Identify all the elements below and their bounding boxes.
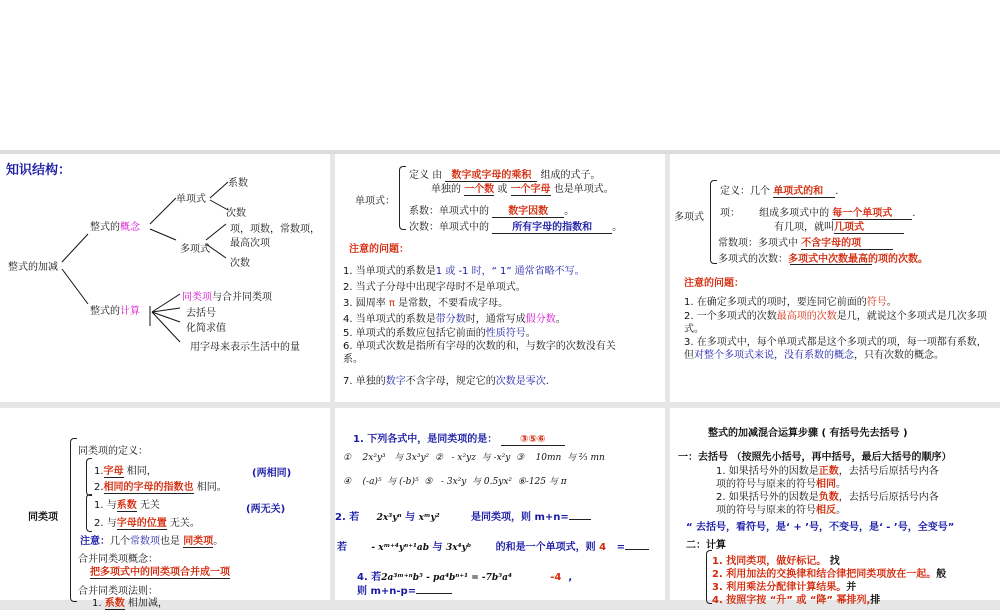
k2-text: 2. 利用加法的交换律和结合律把同类项放在一起。	[712, 569, 937, 580]
deg-tail: 。	[612, 222, 623, 233]
n3-pre: 3. 圆周率	[343, 298, 386, 309]
m3-tail: ，只有次数的概念。	[854, 350, 944, 361]
poly-def-tail: .	[835, 186, 839, 197]
calc-step-4	[712, 591, 880, 606]
q2-with: 与	[405, 512, 416, 523]
n5-tail: 。	[525, 328, 536, 339]
n3-tail: 是常数，不要看成字母。	[398, 298, 509, 309]
poly-term-answer: 每一个单项式	[832, 204, 912, 220]
cond-2	[94, 478, 227, 494]
n7-tail: .	[545, 376, 549, 387]
k3-text: 3. 利用乘法分配律计算结果。	[712, 582, 847, 593]
notice-heading: 注意的问题：	[349, 244, 409, 255]
q3-with: 与	[432, 542, 443, 553]
q4-pre: 4. 若	[357, 572, 382, 583]
rule2-line2	[716, 501, 846, 516]
panel-exercises	[335, 408, 665, 600]
deg-answer	[492, 218, 612, 234]
tree-calc	[90, 302, 140, 317]
poly-deg-underline	[790, 264, 872, 265]
note-7	[343, 372, 549, 387]
poly-deg-answer: 多项式中次数最高的项的次数。	[788, 254, 928, 265]
n7-pre: 7. 单独的	[343, 376, 386, 387]
merge-answer	[90, 563, 230, 579]
note-pre: 几个	[110, 536, 130, 547]
poly-const-pre: 常数项：多项式中	[718, 238, 798, 249]
merge-answer-text: 把多项式中的同类项合并成一项	[90, 563, 230, 579]
k4-text: 4. 按照字按 “升” 或 “降” 幂排列,	[712, 595, 871, 606]
note-6: 6. 单项式次数是指所有字母的次数的和，与数字的次数没有关系。	[343, 341, 616, 365]
q4-line2	[357, 582, 452, 597]
poly-count	[774, 218, 904, 234]
like-rest: 与合并同类项	[212, 292, 272, 303]
poly-term-pre: 项：	[720, 208, 740, 219]
q1-items-row2: ④ (-a)⁵ 与 (-b)⁵ ⑤ - 3x²y 与 0.5yx² ⑥-125 与 π	[343, 477, 567, 487]
two-same: (两相同)	[252, 468, 292, 479]
deg-pre: 次数：单项式中的	[409, 222, 489, 233]
rule2-tail2: 。	[836, 505, 846, 516]
note-label: 注意：	[80, 536, 110, 547]
tree-polynomial: 多项式	[180, 244, 210, 255]
n5-pre: 5. 单项式的系数应包括它前面的	[343, 328, 486, 339]
q3-mid: 的和是一个单项式，则	[495, 542, 596, 553]
like-note	[80, 532, 223, 548]
like-highlight: 同类项	[182, 292, 212, 303]
poly-label: 多项式	[674, 212, 704, 223]
q4-answer: -4	[550, 572, 562, 583]
tree-brackets: 去括号	[186, 308, 216, 319]
note-answer: 同类项	[183, 532, 213, 548]
poly-def	[720, 182, 838, 198]
note-4	[343, 310, 566, 325]
poly-def-pre: 定义：几个	[720, 186, 770, 197]
n4-hl2: 假分数	[525, 314, 556, 325]
u2-answer: 字母的位置	[117, 514, 167, 530]
u1-tail: 无关	[139, 500, 160, 511]
poly-const-answer: 不含字母的项	[801, 234, 893, 250]
tree-root: 整式的加减	[8, 262, 58, 273]
merge-def: 合并同类项概念：	[78, 554, 158, 565]
rule2-hl2: 相反	[816, 505, 836, 516]
m2-tail: 是几，就说这个多项式是几次多项式。	[684, 311, 987, 335]
u1-pre: 1. 与	[94, 500, 117, 511]
tree-like-terms	[182, 288, 272, 303]
step-1: 一：去括号 （按照先小括号，再中括号，最后大括号的顺序）	[678, 452, 952, 463]
q3-blank	[625, 549, 649, 550]
poly-degree	[718, 250, 928, 265]
panel-like-terms	[0, 408, 330, 609]
rule1-tail2: 。	[836, 479, 846, 490]
note-3	[343, 294, 508, 309]
n4-tail: 。	[555, 314, 566, 325]
none-brace	[86, 494, 92, 532]
tree-lines	[0, 154, 330, 402]
panel-polynomial	[670, 154, 1000, 402]
cond-1	[94, 462, 157, 478]
poly-note-1	[684, 296, 994, 309]
rule1-tail: ，去括号后原括号内各	[838, 466, 939, 477]
m1-tail: 。	[886, 297, 897, 308]
tree-represent: 用字母来表示生活中的量	[190, 342, 300, 353]
c2-pre: 2.	[94, 482, 104, 493]
item-8: ⑥-125 与	[517, 477, 558, 487]
panel-mixed-operations	[670, 408, 1000, 606]
deg-line	[409, 218, 622, 234]
n1-pre: 1. 当单项式的系数是	[343, 266, 436, 277]
ops-title: 整式的加减混合运算步骤 ( 有括号先去括号 )	[708, 428, 908, 439]
q1-items-row1: ① 2x²y³ 与 3x³y² ② - x²yz 与 -x²y ③ 10mn 与 ⅔ mn	[343, 453, 605, 463]
n5-hl: 性质符号	[485, 328, 526, 339]
tree-degree: 次数	[226, 208, 246, 219]
tree-coef: 系数	[228, 178, 248, 189]
m3-hl: 对整个多项式来说，没有系数的概念	[694, 350, 854, 361]
panel-knowledge-structure	[0, 154, 330, 402]
m3-pre: 3. 在多项式中，每个单项式都是这个多项式的项，每一项都有系数，但	[684, 337, 987, 361]
concept-highlight: 概念	[120, 222, 140, 233]
c1-tail: 相同，	[126, 466, 157, 477]
two-none: (两无关)	[246, 504, 286, 515]
u2-pre: 2. 与	[94, 518, 117, 529]
poly-note-2	[684, 310, 996, 336]
n7-hl1: 数字	[385, 376, 406, 387]
rule1-hl: 正数	[818, 466, 839, 477]
poly-notice: 注意的问题：	[684, 278, 744, 289]
unrel-2	[94, 514, 200, 530]
calc-highlight: 计算	[120, 306, 140, 317]
q3-pre: 若	[337, 542, 347, 553]
n1-hl: 1 或 -1 时，“ 1” 通常省略不写。	[435, 266, 585, 277]
m2-pre: 2. 一个多项式的次数	[684, 311, 777, 322]
rule-1	[92, 594, 168, 610]
n4-pre: 4. 当单项式的系数是	[343, 314, 436, 325]
poly-const	[718, 234, 893, 250]
same-brace	[86, 458, 92, 496]
q4: 4. 若2a³ᵐ⁺ⁿb⁵ - pa⁴bⁿ⁺¹ = -7b⁵a⁴ -4 ,	[357, 572, 573, 583]
note-2: 2. 当式子分母中出现字母时不是单项式。	[343, 282, 526, 293]
u2-tail: 无关。	[169, 518, 200, 529]
tree-simplify: 化简求值	[186, 323, 226, 334]
q4-tail: 则 m+n-p=	[357, 586, 417, 597]
q1-answer: ③⑤⑥	[520, 434, 546, 445]
unrel-1	[94, 496, 160, 512]
c2-answer: 相同的字母的指数也	[104, 478, 194, 494]
note-hl: 常数项	[130, 536, 160, 547]
monomial-label: 单项式：	[355, 196, 395, 207]
rule2-tail: ，去括号后原括号内各	[838, 492, 939, 503]
rule1-hl2: 相同	[816, 479, 836, 490]
merge-rule: 合并同类项法则：	[78, 586, 158, 597]
monomial-brace	[399, 166, 406, 230]
r1-pre: 1.	[92, 598, 102, 609]
single-pre: 单独的	[431, 184, 461, 195]
rule2-hl: 负数	[818, 492, 839, 503]
rule1-pre2: 项的符号与原来的符号	[716, 479, 816, 490]
def-label: 定义 由	[409, 170, 443, 181]
q3-answer: 4	[599, 542, 607, 553]
note-mid: 也是	[160, 536, 180, 547]
rule2-pre2: 项的符号与原来的符号	[716, 505, 816, 516]
q4-blank	[416, 593, 452, 594]
q1-text: 1. 下列各式中，是同类项的是：	[353, 434, 498, 445]
r1-answer: 系数	[105, 594, 125, 610]
poly-count-pre: 有几项，就叫	[774, 222, 834, 233]
step-2: 二：计算	[686, 540, 726, 551]
r1-tail: 相加减，	[127, 598, 168, 609]
poly-def-answer: 单项式的和	[773, 182, 835, 198]
like-def: 同类项的定义：	[78, 446, 148, 457]
coef-line	[409, 202, 574, 218]
tree-poly-degree: 次数	[230, 258, 250, 269]
slogan: “ 去括号，看符号，是‘ + ’号，不变号，是‘ - ’号，全变号”	[686, 522, 955, 533]
single-tail: 也是单项式。	[553, 184, 614, 195]
deg-answer-text: 所有字母的指数和	[512, 222, 593, 233]
concept-prefix: 整式的	[90, 222, 120, 233]
rule1-pre: 1. 如果括号外的因数是	[716, 466, 819, 477]
single-ans1: 一个数	[464, 180, 494, 196]
coef-answer: 数字因数	[492, 202, 564, 218]
k1-trail: 找	[829, 556, 840, 567]
q1-blank	[501, 434, 565, 446]
poly-term-mid: 组成多项式中的	[759, 208, 830, 219]
single-or: 或	[497, 184, 508, 195]
poly-brace	[710, 180, 717, 264]
rule2-pre: 2. 如果括号外的因数是	[716, 492, 819, 503]
coef-tail: 。	[564, 206, 575, 217]
q2: 2. 若 2x³yⁿ 与 xᵐy² 是同类项，则 m+n=	[335, 508, 591, 523]
q3: 若 - xᵐ⁺⁴yⁿ⁺¹ab 与 3x⁴yᵇ 的和是一个单项式，则 4 =	[337, 538, 649, 553]
n4-mid: 时，通常写成	[465, 314, 526, 325]
single-ans2: 一个字母	[511, 180, 551, 196]
n7-mid: 不含字母，规定它的	[405, 376, 496, 387]
tree-concept	[90, 218, 140, 233]
q3-eq: =	[616, 542, 625, 553]
single-line	[431, 180, 614, 196]
tree-poly-items: 项，项数，常数项，	[230, 224, 320, 235]
m1-pre: 1. 在确定多项式的项时，要连同它前面的	[684, 297, 867, 308]
panel-monomial	[335, 154, 665, 402]
top-blank-area	[0, 0, 1000, 150]
q2-pre: 2. 若	[335, 512, 360, 523]
k1-text: 1. 找同类项，做好标记。	[712, 556, 827, 567]
n3-pi: π	[388, 298, 395, 309]
coef-pre: 系数：单项式中的	[409, 206, 489, 217]
q2-blank	[569, 519, 591, 520]
tree-monomial: 单项式	[176, 194, 206, 205]
k3-trail: 并	[846, 582, 857, 593]
m2-hl: 最高项的次数	[776, 311, 837, 322]
k2-trail: 般	[936, 569, 947, 580]
k4-trail: 排	[870, 595, 881, 606]
poly-deg-pre: 多项式的次数：	[718, 254, 788, 265]
note-1	[343, 262, 585, 277]
panel-title: 知识结构：	[6, 163, 72, 178]
q2-tail: 是同类项，则 m+n=	[471, 512, 569, 523]
c1-answer: 字母	[104, 462, 124, 478]
n7-hl2: 次数是零次	[495, 376, 546, 387]
note-tail: 。	[213, 536, 224, 547]
poly-count-answer: 几项式	[834, 218, 904, 234]
note-5	[343, 324, 536, 339]
poly-note-3	[684, 336, 996, 362]
n4-hl1: 带分数	[435, 314, 466, 325]
c1-pre: 1.	[94, 466, 104, 477]
u1-answer: 系数	[117, 496, 137, 512]
m1-hl: 符号	[866, 297, 887, 308]
calc-prefix: 整式的	[90, 306, 120, 317]
tree-highest: 最高次项	[230, 238, 270, 249]
poly-term-tail: .	[912, 208, 916, 219]
q1	[353, 430, 565, 446]
like-label: 同类项	[28, 512, 58, 523]
def-tail: 组成的式子。	[540, 170, 601, 181]
like-brace	[70, 438, 77, 602]
c2-tail: 相同。	[196, 482, 227, 493]
def-answer: 数字或字母的乘积	[445, 166, 537, 182]
